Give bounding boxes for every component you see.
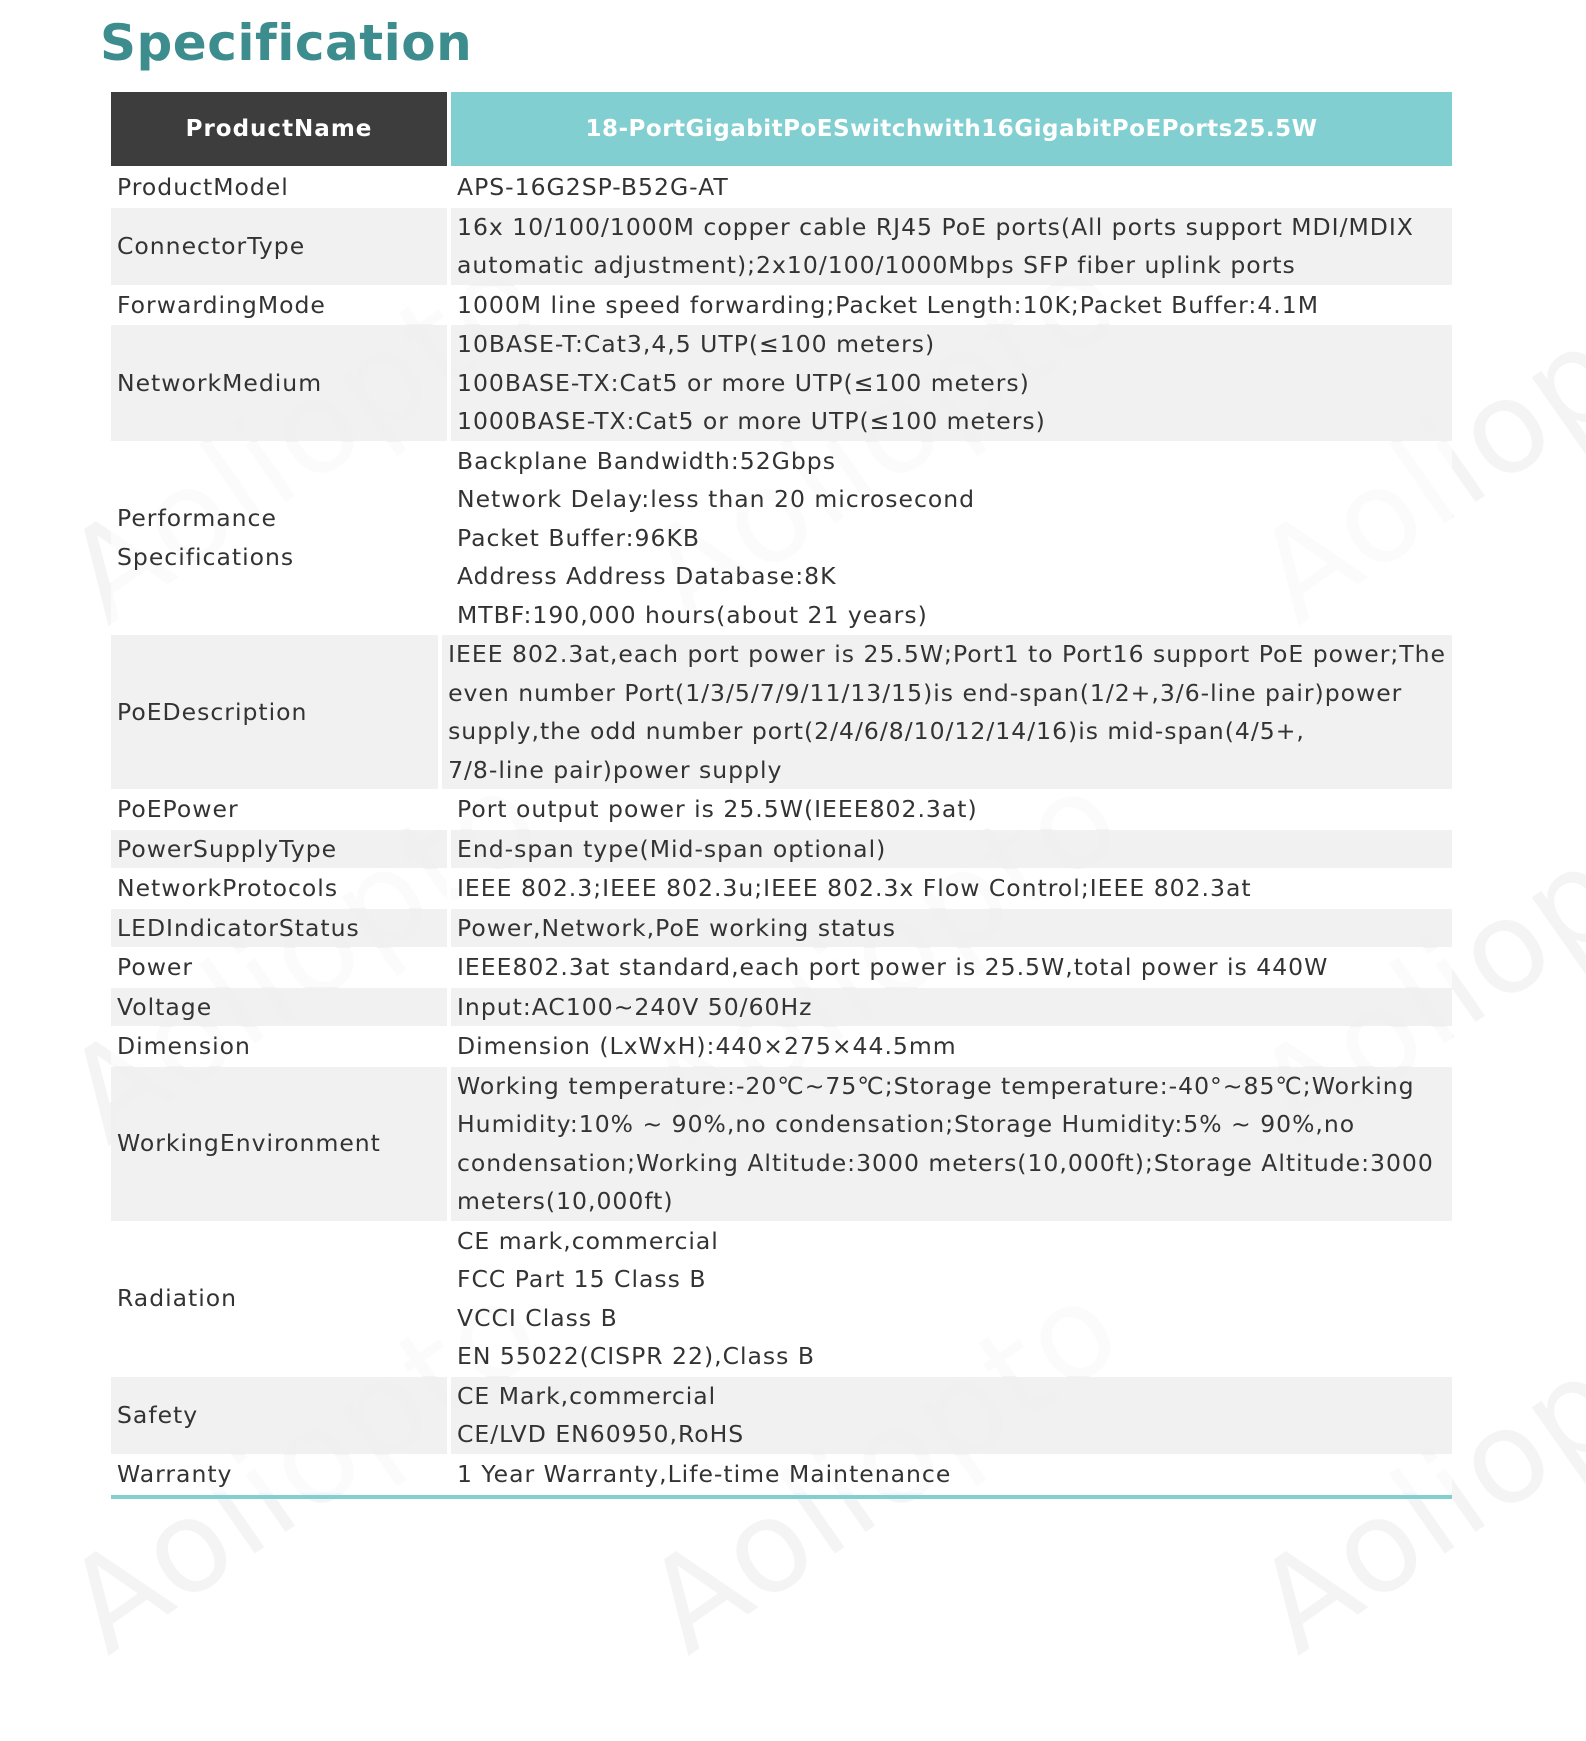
- table-row: [111, 1377, 1452, 1454]
- spec-value-cell: [451, 948, 1452, 987]
- spec-value-cell: [451, 1377, 1452, 1454]
- spec-value-cell: [451, 869, 1452, 908]
- spec-value-line: Packet Buffer:96KB: [457, 523, 700, 552]
- spec-value-cell: [451, 790, 1452, 829]
- spec-value-line: Power,Network,PoE working status: [457, 913, 897, 942]
- table-row: [111, 1067, 1452, 1221]
- table-row: [111, 1027, 1452, 1066]
- table-body: [111, 168, 1452, 1493]
- spec-value-line: CE Mark,commercial: [457, 1381, 717, 1410]
- spec-value-line: 100BASE-TX:Cat5 or more UTP(≤100 meters): [457, 368, 1030, 397]
- specification-table: [111, 92, 1452, 1499]
- spec-value-line: 10BASE-T:Cat3,4,5 UTP(≤100 meters): [457, 330, 936, 358]
- spec-value-cell: [451, 286, 1452, 325]
- spec-value-line: 1 Year Warranty,Life-time Maintenance: [457, 1459, 952, 1488]
- spec-value-cell: [451, 909, 1452, 948]
- spec-value-line: APS-16G2SP-B52G-AT: [457, 173, 729, 201]
- header-key-cell: ProductName: [111, 92, 447, 166]
- table-row: [111, 1455, 1452, 1494]
- spec-value-cell: [451, 208, 1452, 285]
- spec-key-cell: ConnectorType: [111, 208, 447, 285]
- spec-key-cell: Radiation: [111, 1222, 447, 1376]
- spec-value-line: IEEE 802.3at,each port power is 25.5W;Port1 to Port16 support PoE power;The: [448, 640, 1446, 668]
- spec-value-line: Address Address Database:8K: [457, 562, 837, 590]
- spec-value-line: VCCI Class B: [457, 1303, 618, 1332]
- header-value-cell: 18-PortGigabitPoESwitchwith16GigabitPoEPorts25.5W: [451, 92, 1452, 166]
- table-row: [111, 790, 1452, 829]
- spec-value-line: 16x 10/100/1000M copper cable RJ45 PoE ports(All ports support MDI/MDIX: [457, 212, 1414, 241]
- spec-value-cell: [451, 830, 1452, 869]
- spec-key-cell: Voltage: [111, 988, 447, 1027]
- spec-key-cell: Power: [111, 948, 447, 987]
- table-row: [111, 909, 1452, 948]
- spec-value-line: Network Delay:less than 20 microsecond: [457, 485, 976, 513]
- table-bottom-rule: [111, 1495, 1452, 1499]
- table-header-row: [111, 92, 1452, 166]
- spec-value-line: EN 55022(CISPR 22),Class B: [457, 1342, 816, 1370]
- spec-key-cell: ForwardingMode: [111, 286, 447, 325]
- spec-value-line: Humidity:10% ~ 90%,no condensation;Storage Humidity:5% ~ 90%,no: [457, 1110, 1356, 1138]
- spec-value-line: IEEE 802.3;IEEE 802.3u;IEEE 802.3x Flow Control;IEEE 802.3at: [457, 874, 1252, 902]
- spec-value-cell: [451, 442, 1452, 635]
- spec-value-line: End-span type(Mid-span optional): [457, 834, 887, 863]
- spec-value-line: CE/LVD EN60950,RoHS: [457, 1420, 745, 1448]
- spec-value-cell: [442, 635, 1452, 789]
- spec-value-line: automatic adjustment);2x10/100/1000Mbps SFP fiber uplink ports: [457, 251, 1296, 279]
- spec-key-cell: PoEDescription: [111, 635, 438, 789]
- spec-key-cell: LEDIndicatorStatus: [111, 909, 447, 948]
- table-row: [111, 635, 1452, 789]
- spec-value-cell: [451, 988, 1452, 1027]
- spec-value-line: IEEE802.3at standard,each port power is 25.5W,total power is 440W: [457, 953, 1329, 981]
- spec-value-cell: [451, 1222, 1452, 1376]
- spec-value-line: Backplane Bandwidth:52Gbps: [457, 446, 836, 475]
- spec-value-line: 1000BASE-TX:Cat5 or more UTP(≤100 meters): [457, 407, 1046, 435]
- spec-value-cell: [451, 1027, 1452, 1066]
- spec-key-cell: PoEPower: [111, 790, 447, 829]
- spec-key-cell: Performance Specifications: [111, 442, 447, 635]
- spec-value-line: MTBF:190,000 hours(about 21 years): [457, 600, 928, 629]
- spec-value-cell: [451, 1455, 1452, 1494]
- table-row: [111, 830, 1452, 869]
- spec-key-cell: NetworkProtocols: [111, 869, 447, 908]
- spec-value-cell: [451, 1067, 1452, 1221]
- spec-value-line: even number Port(1/3/5/7/9/11/13/15)is end-span(1/2+,3/6-line pair)power: [448, 678, 1403, 707]
- page-title: Specification: [100, 14, 473, 72]
- table-row: [111, 948, 1452, 987]
- spec-key-cell: Dimension: [111, 1027, 447, 1066]
- spec-key-cell: Safety: [111, 1377, 447, 1454]
- spec-value-line: 7/8-line pair)power supply: [448, 755, 783, 784]
- spec-value-cell: [451, 325, 1452, 441]
- table-row: [111, 208, 1452, 285]
- table-row: [111, 168, 1452, 207]
- spec-value-line: CE mark,commercial: [457, 1226, 719, 1255]
- table-row: [111, 286, 1452, 325]
- table-row: [111, 325, 1452, 441]
- table-row: [111, 988, 1452, 1027]
- spec-value-line: Input:AC100~240V 50/60Hz: [457, 992, 813, 1021]
- spec-value-line: supply,the odd number port(2/4/6/8/10/12/14/16)is mid-span(4/5+,: [448, 717, 1305, 745]
- spec-value-line: 1000M line speed forwarding;Packet Length:10K;Packet Buffer:4.1M: [457, 290, 1319, 319]
- spec-value-cell: [451, 168, 1452, 207]
- spec-value-line: Dimension (LxWxH):440×275×44.5mm: [457, 1032, 957, 1060]
- spec-key-cell: WorkingEnvironment: [111, 1067, 447, 1221]
- table-row: [111, 442, 1452, 635]
- spec-value-line: FCC Part 15 Class B: [457, 1265, 707, 1293]
- spec-key-cell: NetworkMedium: [111, 325, 447, 441]
- spec-value-line: condensation;Working Altitude:3000 meters(10,000ft);Storage Altitude:3000: [457, 1148, 1434, 1177]
- table-row: [111, 1222, 1452, 1376]
- spec-key-cell: Warranty: [111, 1455, 447, 1494]
- spec-key-cell: ProductModel: [111, 168, 447, 207]
- spec-key-cell: PowerSupplyType: [111, 830, 447, 869]
- table-row: [111, 869, 1452, 908]
- spec-value-line: meters(10,000ft): [457, 1187, 674, 1215]
- spec-value-line: Working temperature:-20℃~75℃;Storage temperature:-40°~85℃;Working: [457, 1071, 1415, 1100]
- spec-value-line: Port output power is 25.5W(IEEE802.3at): [457, 795, 978, 823]
